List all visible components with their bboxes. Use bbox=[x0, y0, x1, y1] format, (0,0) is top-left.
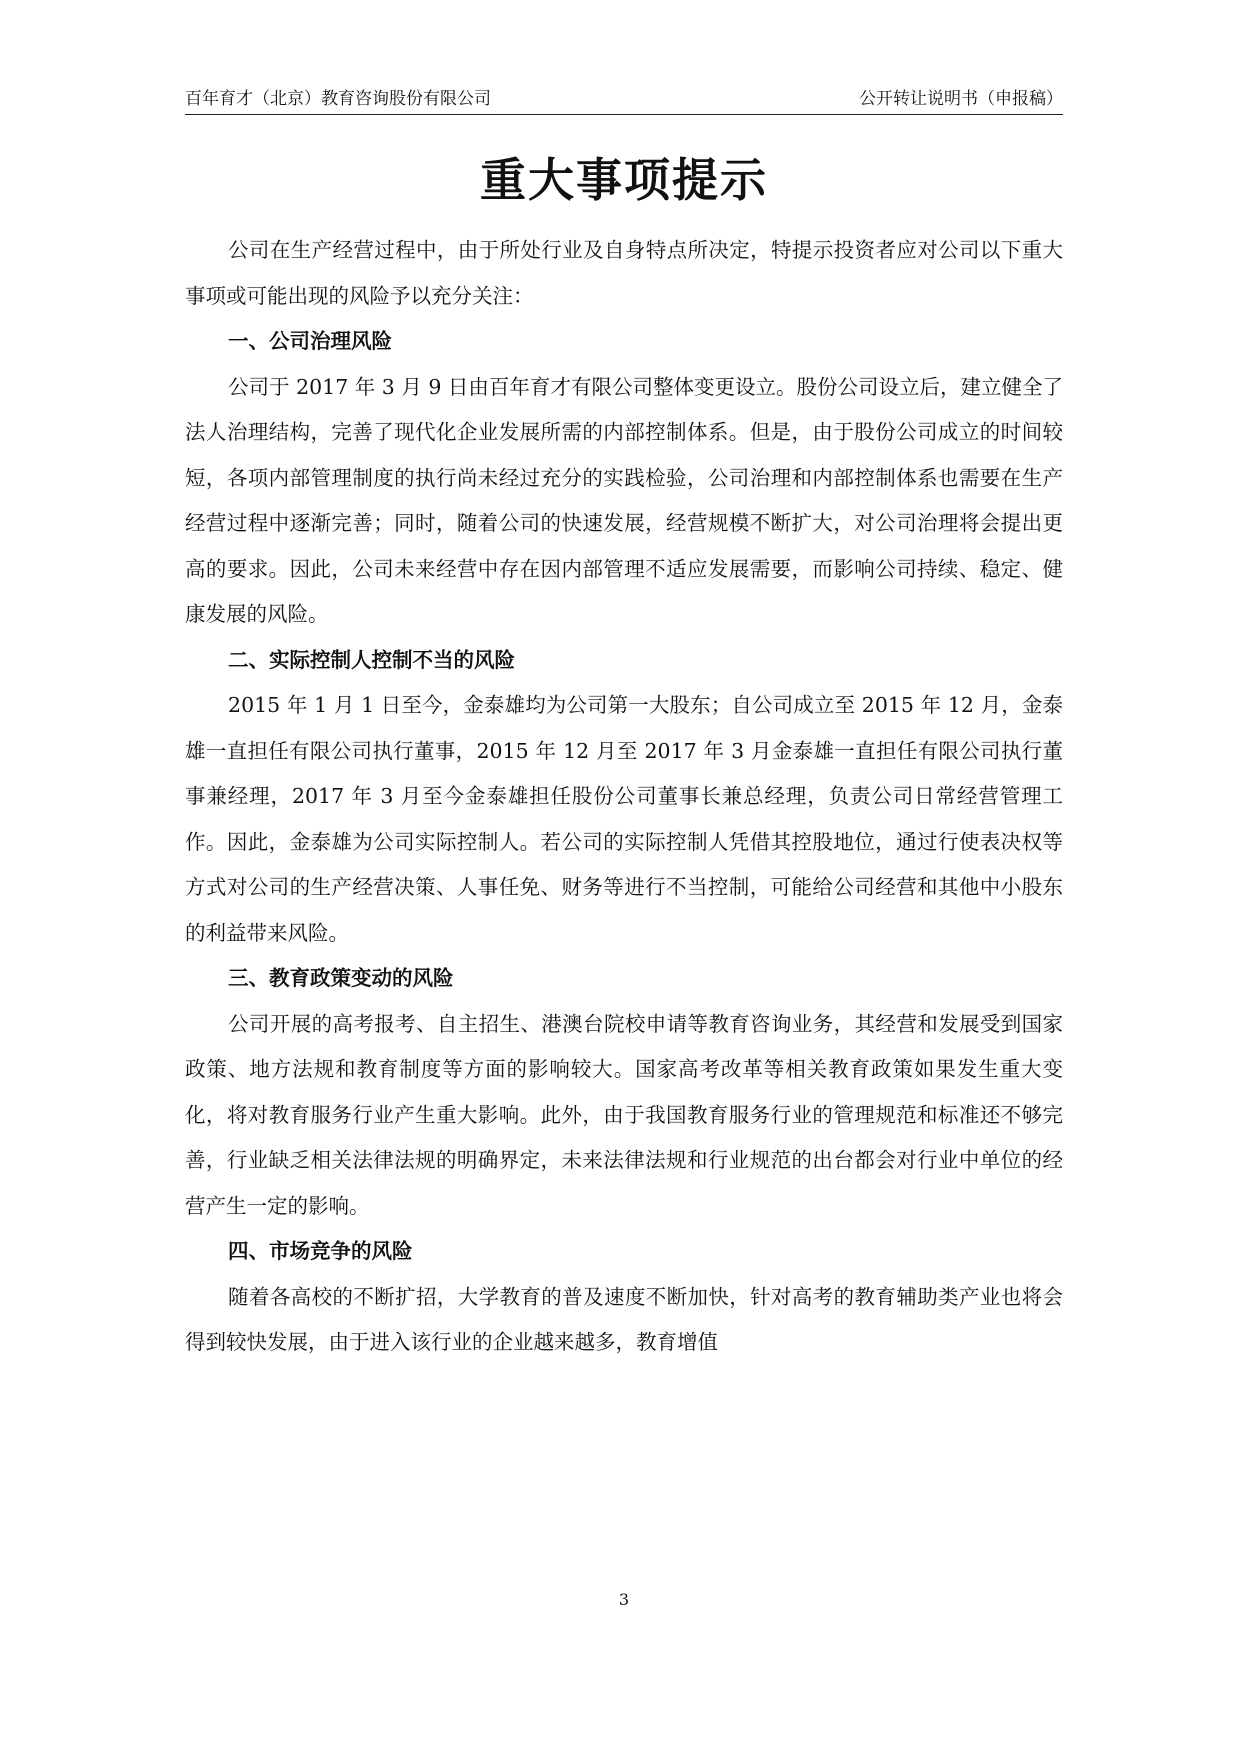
header-divider bbox=[185, 114, 1063, 115]
document-body bbox=[185, 228, 1063, 1366]
header-company-name: 百年育才（北京）教育咨询股份有限公司 bbox=[185, 89, 491, 109]
section-body-controller-risk: 2015 年 1 月 1 日至今，金泰雄均为公司第一大股东；自公司成立至 2015 年 12 月，金泰雄一直担任有限公司执行董事，2015 年 12 月至 2017 年 3 月金泰雄一直担任有限公司执行董事兼经理，2017 年 3 月至今金泰雄担任股份公司董事长兼总经理，负责公司日常经营管理工作。因此，金泰雄为公司实际控制人。若公司的实际控制人凭借其控股地位，通过行使表决权等方式对公司的生产经营决策、人事任免、财务等进行不当控制，可能给公司经营和其他中小股东的利益带来风险。 bbox=[185, 693, 1063, 945]
section-body-policy-risk: 公司开展的高考报考、自主招生、港澳台院校申请等教育咨询业务，其经营和发展受到国家政策、地方法规和教育制度等方面的影响较大。国家高考改革等相关教育政策如果发生重大变化，将对教育服务行业产生重大影响。此外，由于我国教育服务行业的管理规范和标准还不够完善，行业缺乏相关法律法规的明确界定，未来法律法规和行业规范的出台都会对行业中单位的经营产生一定的影响。 bbox=[185, 1011, 1063, 1218]
intro-paragraph: 公司在生产经营过程中，由于所处行业及自身特点所决定，特提示投资者应对公司以下重大事项或可能出现的风险予以充分关注： bbox=[185, 238, 1063, 308]
page-number: 3 bbox=[618, 1590, 630, 1609]
section-heading-governance-risk: 一、公司治理风险 bbox=[228, 329, 393, 353]
section-body-governance-risk: 公司于 2017 年 3 月 9 日由百年育才有限公司整体变更设立。股份公司设立后，建立健全了法人治理结构，完善了现代化企业发展所需的内部控制体系。但是，由于股份公司成立的时间较短，各项内部管理制度的执行尚未经过充分的实践检验，公司治理和内部控制体系也需要在生产经营过程中逐渐完善；同时，随着公司的快速发展，经营规模不断扩大，对公司治理将会提出更高的要求。因此，公司未来经营中存在因内部管理不适应发展需要，而影响公司持续、稳定、健康发展的风险。 bbox=[185, 374, 1063, 626]
section-heading-policy-risk: 三、教育政策变动的风险 bbox=[228, 966, 454, 990]
section-heading-competition-risk: 四、市场竞争的风险 bbox=[228, 1239, 413, 1263]
page-title: 重大事项提示 bbox=[480, 153, 768, 207]
section-heading-controller-risk: 二、实际控制人控制不当的风险 bbox=[228, 647, 516, 672]
page-header bbox=[185, 86, 1063, 112]
section-body-competition-risk: 随着各高校的不断扩招，大学教育的普及速度不断加快，针对高考的教育辅助类产业也将会得到较快发展，由于进入该行业的企业越来越多，教育增值 bbox=[185, 1284, 1063, 1354]
header-document-type: 公开转让说明书（申报稿） bbox=[859, 89, 1063, 109]
